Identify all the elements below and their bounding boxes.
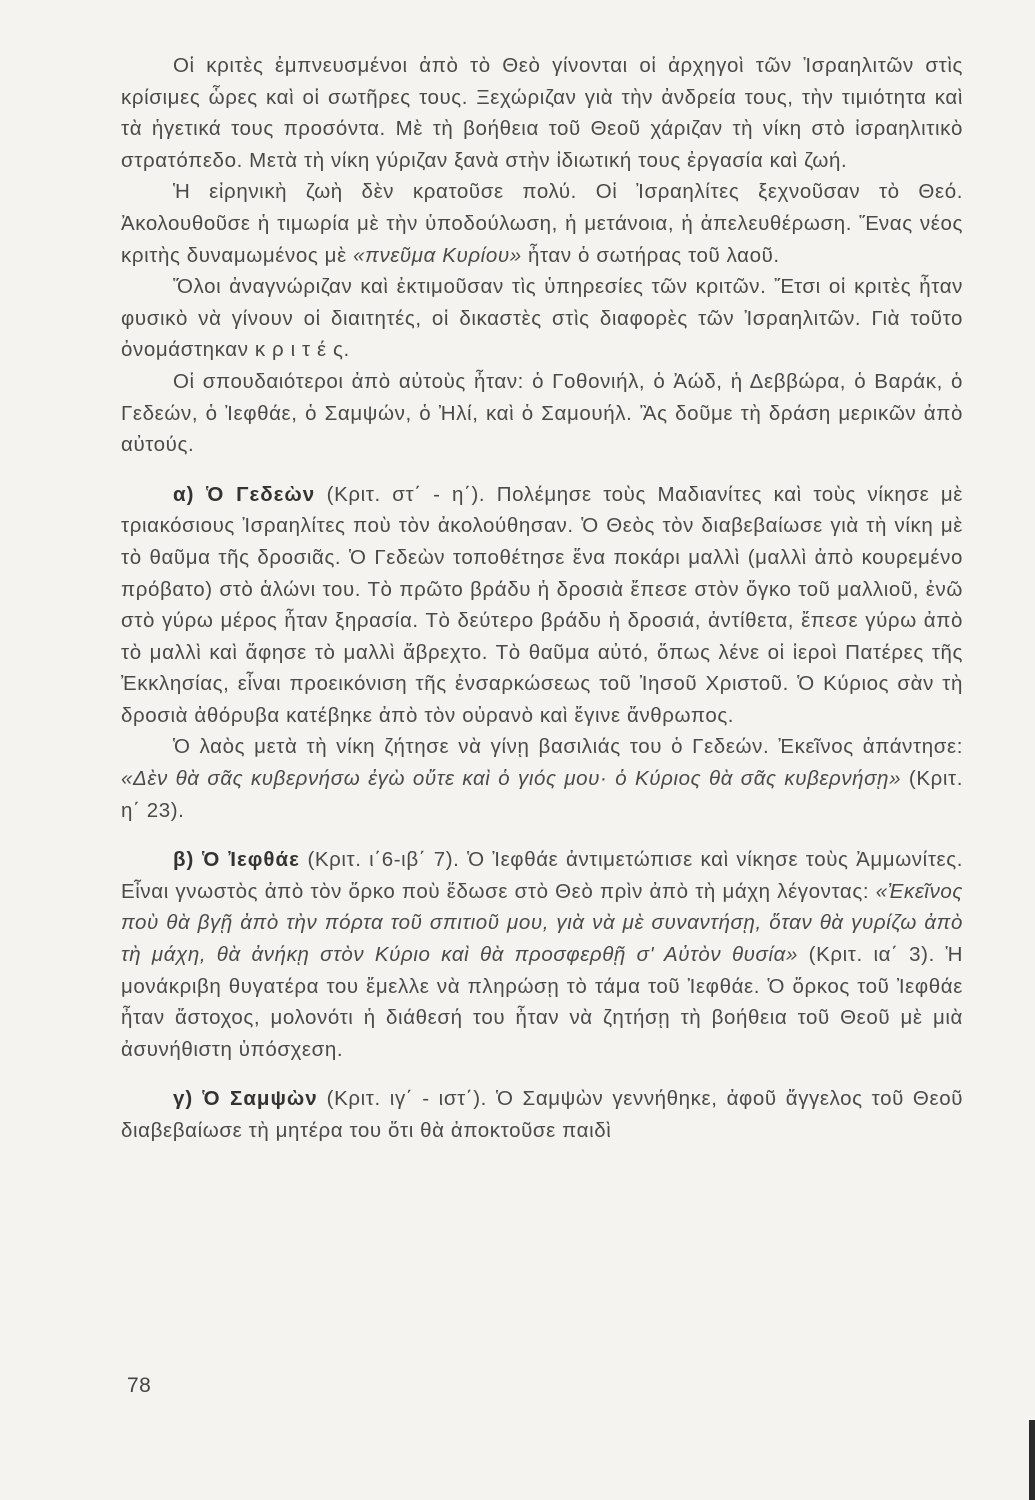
paragraph-intro: Οἱ κριτὲς ἐμπνευσμένοι ἀπὸ τὸ Θεὸ γίνονται οἱ ἀρχηγοὶ τῶν Ἰσραηλιτῶν στὶς κρίσιμες ὧρες καὶ οἱ σωτῆρες τους. Ξεχώριζαν γιὰ τὴν ἀνδρεία τους, τὴν τιμιότητα καὶ τὰ ἡγετικά τους προσόντα. Μὲ τὴ βοήθεια τοῦ Θεοῦ χάριζαν τὴ νίκη στὸ ἰσραηλιτικὸ στρατόπεδο. Μετὰ τὴ νίκη γύριζαν ξανὰ στὴν ἰδιωτική τους ἐργασία καὶ ζωή. [121, 54, 963, 172]
page-body [121, 50, 963, 1147]
section-samson [121, 1083, 963, 1146]
section-gideon-p2-start: Ὁ λαὸς μετὰ τὴ νίκη ζήτησε νὰ γίνῃ βασιλιάς του ὁ Γεδεών. Ἐκεῖνος ἀπάντησε: [173, 735, 963, 759]
section-jephthah-heading: β) Ὁ Ἰεφθάε [173, 848, 300, 872]
section-samson-heading: γ) Ὁ Σαμψὼν [173, 1087, 318, 1111]
paragraph-peace [121, 176, 963, 271]
section-gideon-quote: «Δὲν θὰ σᾶς κυβερνήσω ἐγὼ οὔτε καὶ ὁ γιός μου· ὁ Κύριος θὰ σᾶς κυβερνήσῃ» [121, 767, 902, 791]
section-samson-ref: (Κριτ. ιγ΄ - ιστ΄). [326, 1087, 487, 1111]
section-samson-body: Ὁ Σαμψὼν γεννήθηκε, ἀφοῦ ἄγγελος τοῦ Θεοῦ διαβεβαίωσε τὴ μητέρα του ὅτι θὰ ἀποκτοῦσε παιδὶ [121, 1087, 964, 1142]
section-jephthah-ref: (Κριτ. ι΄6-ιβ΄ 7). [307, 848, 460, 872]
section-gideon-ref: (Κριτ. στ΄ - η΄). [326, 482, 486, 506]
paragraph-judges-list: Οἱ σπουδαιότεροι ἀπὸ αὐτοὺς ἦταν: ὁ Γοθονιήλ, ὁ Ἀώδ, ἡ Δεββώρα, ὁ Βαράκ, ὁ Γεδεών, ὁ Ἰεφθάε, ὁ Σαμψών, ὁ Ἠλί, καὶ ὁ Σαμουήλ. Ἂς δοῦμε τὴ δράση μερικῶν ἀπὸ αὐτούς. [121, 369, 963, 457]
section-gideon-body: Πολέμησε τοὺς Μαδιανίτες καὶ τοὺς νίκησε μὲ τριακόσιους Ἰσραηλίτες ποὺ τὸν ἀκολούθησαν. Ὁ Θεὸς τὸν διαβεβαίωσε γιὰ τὴ νίκη μὲ τὸ θαῦμα τῆς δροσιᾶς. Ὁ Γεδεὼν τοποθέτησε ἕνα ποκάρι μαλλὶ (μαλλὶ ἀπὸ κουρεμένο πρόβατο) στὸ ἁλώνι του. Τὸ πρῶτο βράδυ ἡ δροσιὰ ἔπεσε στὸν ὄγκο τοῦ μαλλιοῦ, ἐνῶ στὸ γύρω μέρος ἦταν ξηρασία. Τὸ δεύτερο βράδυ ἡ δροσιά, ἀντίθετα, ἔπεσε γύρω ἀπὸ τὸ μαλλὶ καὶ ἄφησε τὸ μαλλὶ ἄβρεχτο. Τὸ θαῦμα αὐτό, ὅπως λένε οἱ ἱεροὶ Πατέρες τῆς Ἐκκλησίας, εἶναι προεικόνιση τῆς ἐνσαρκώσεως τοῦ Ἰησοῦ Χριστοῦ. Ὁ Κύριος σὰν τὴ δροσιὰ ἀθόρυβα κατέβηκε ἀπὸ τὸν οὐρανὸ καὶ ἔγινε ἄνθρωπος. [121, 482, 964, 727]
paragraph-peace-end: ἦταν ὁ σωτήρας τοῦ λαοῦ. [528, 243, 780, 267]
section-gideon-paragraph-2 [121, 731, 963, 826]
section-jephthah [121, 844, 963, 1065]
page-number: 78 [127, 1374, 152, 1397]
section-gideon-heading: α) Ὁ Γεδεὼν [173, 482, 316, 506]
paragraph-peace-start: Ἡ εἰρηνικὴ ζωὴ δὲν κρατοῦσε πολύ. Οἱ Ἰσραηλίτες ξεχνοῦσαν τὸ Θεό. Ἀκολουθοῦσε ἡ τιμωρία μὲ τὴν ὑποδούλωση, ἡ μετάνοια, ἡ ἀπελευθέρωση. Ἕνας νέος κριτὴς δυναμωμένος μὲ [121, 180, 963, 267]
page-edge-shadow [1029, 1420, 1035, 1500]
paragraph-judges-role: Ὅλοι ἀναγνώριζαν καὶ ἐκτιμοῦσαν τὶς ὑπηρεσίες τῶν κριτῶν. Ἔτσι οἱ κριτὲς ἦταν φυσικὸ νὰ γίνουν οἱ διαιτητές, οἱ δικαστὲς στὶς διαφορὲς τῶν Ἰσραηλιτῶν. Γιὰ τοῦτο ὀνομάστηκαν κ ρ ι τ έ ς. [121, 275, 963, 362]
section-gideon-p2-end: (Κριτ. η΄ 23). [121, 767, 963, 822]
section-gideon [121, 479, 963, 732]
section-jephthah-quote: «Ἐκεῖνος ποὺ θὰ βγῇ ἀπὸ τὴν πόρτα τοῦ σπιτιοῦ μου, γιὰ νὰ μὲ συναντήσῃ, ὅταν θὰ γυρίζω ἀπὸ τὴ μάχη, θὰ ἀνήκῃ στὸν Κύριο καὶ θὰ προσφερθῇ σ' Αὐτὸν θυσία» [121, 879, 963, 967]
quote-spirit-of-lord: «πνεῦμα Κυρίου» [353, 243, 522, 267]
section-jephthah-body-end: (Κριτ. ια΄ 3). Ἡ μονάκριβη θυγατέρα του ἔμελλε νὰ πληρώσῃ τὸ τάμα τοῦ Ἰεφθάε. Ὁ ὅρκος τοῦ Ἰεφθάε ἦταν ἄστοχος, μολονότι ἡ διάθεσή του ἦταν νὰ ζητήσῃ τὴ βοήθεια τοῦ Θεοῦ μὲ μιὰ ἀσυνήθιστη ὑπόσχεση. [121, 943, 963, 1061]
section-jephthah-body-start: Ὁ Ἰεφθάε ἀντιμετώπισε καὶ νίκησε τοὺς Ἀμμωνίτες. Εἶναι γνωστὸς ἀπὸ τὸν ὅρκο ποὺ ἔδωσε στὸ Θεὸ πρὶν ἀπὸ τὴ μάχη λέγοντας: [121, 848, 964, 903]
